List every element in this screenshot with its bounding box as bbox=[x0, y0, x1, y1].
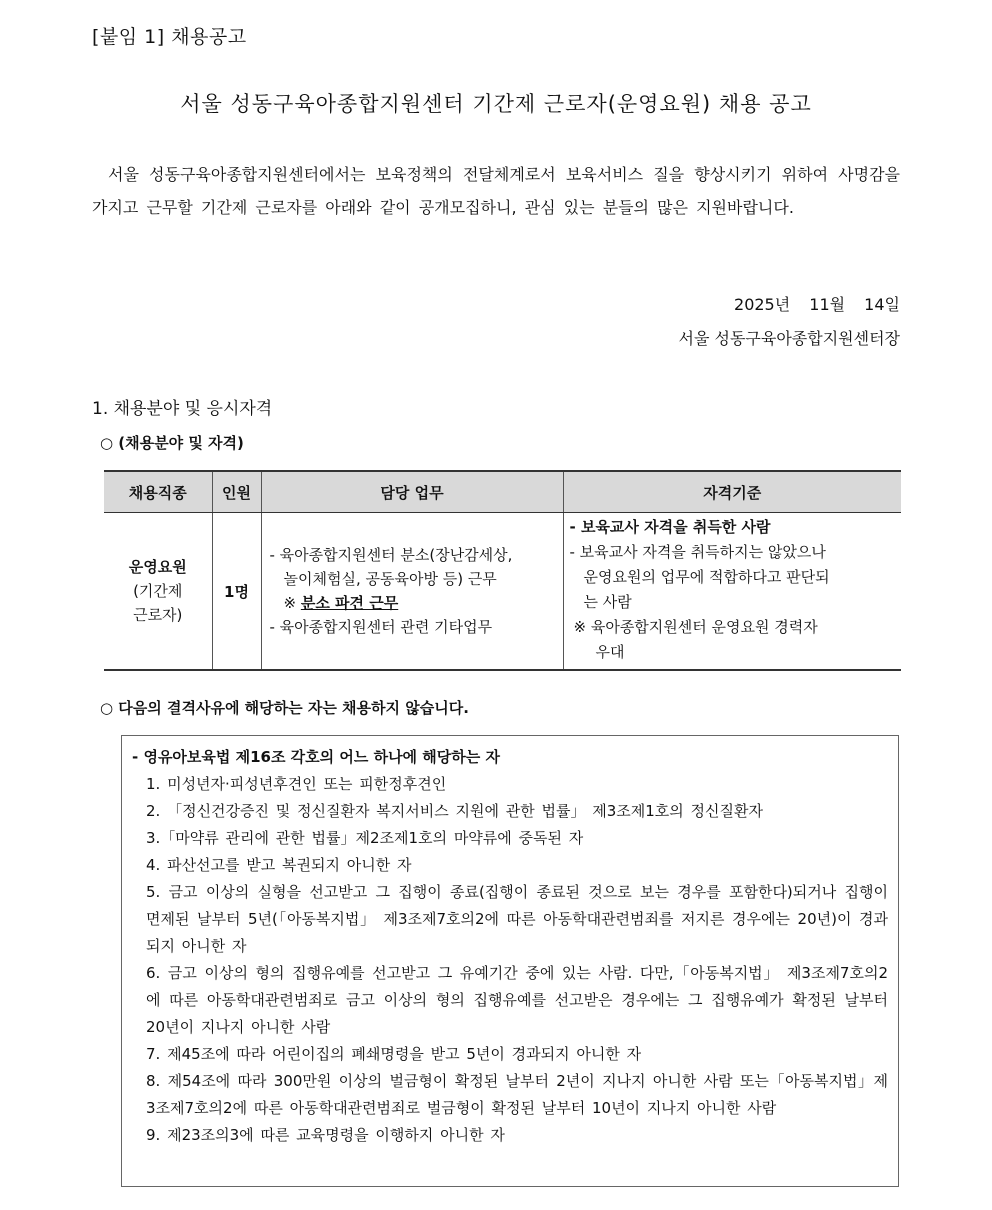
duty-1-line2: 놀이체험실, 공동육아방 등) 근무 bbox=[283, 570, 497, 588]
header-qualifications: 자격기준 bbox=[563, 471, 901, 513]
job-type-line2: 근로자) bbox=[133, 606, 183, 624]
dispatch-note: 분소 파견 근무 bbox=[300, 594, 399, 612]
list-item: 7. 제45조에 따라 어린이집의 폐쇄명령을 받고 5년이 경과되지 아니한 자 bbox=[146, 1045, 642, 1063]
qual-note-line1: ※ 육아종합지원센터 운영요원 경력자 bbox=[573, 618, 818, 636]
header-job-type: 채용직종 bbox=[104, 471, 212, 513]
disqualification-subheading: ○ 다음의 결격사유에 해당하는 자는 채용하지 않습니다. bbox=[100, 699, 469, 717]
header-count: 인원 bbox=[212, 471, 261, 513]
duty-2: - 육아종합지원센터 관련 기타업무 bbox=[269, 618, 493, 636]
qual-2-line3: 는 사람 bbox=[583, 593, 632, 611]
document-title: 서울 성동구육아종합지원센터 기간제 근로자(운영요원) 채용 공고 bbox=[180, 92, 812, 116]
header-duties: 담당 업무 bbox=[261, 471, 563, 513]
cell-job-type bbox=[104, 513, 212, 671]
list-item: 4. 파산선고를 받고 복권되지 아니한 자 bbox=[146, 856, 412, 874]
duty-note bbox=[270, 591, 562, 615]
qual-2-line2: 운영요원의 업무에 적합하다고 판단되 bbox=[583, 568, 830, 586]
announcement-date: 2025년 11월 14일 bbox=[734, 295, 900, 314]
list-item: 9. 제23조의3에 따른 교육명령을 이행하지 아니한 자 bbox=[146, 1126, 505, 1144]
disqualification-lead: - 영유아보육법 제16조 각호의 어느 하나에 해당하는 자 bbox=[132, 748, 500, 766]
attachment-label: [붙임 1] 채용공고 bbox=[92, 26, 247, 48]
duty-1-line1: - 육아종합지원센터 분소(장난감세상, bbox=[269, 546, 513, 564]
qual-2-line1: - 보육교사 자격을 취득하지는 않았으나 bbox=[569, 543, 826, 561]
table-header-row bbox=[104, 471, 901, 513]
disqualification-box bbox=[121, 735, 899, 1187]
job-type-line1: (기간제 bbox=[133, 582, 183, 600]
section-title: 1. 채용분야 및 응시자격 bbox=[92, 399, 273, 419]
job-title: 운영요원 bbox=[128, 558, 187, 576]
cell-duties bbox=[261, 513, 563, 671]
issuer-name: 서울 성동구육아종합지원센터장 bbox=[678, 329, 900, 348]
intro-paragraph: 서울 성동구육아종합지원센터에서는 보육정책의 전달체계로서 보육서비스 질을 향상시키기 위하여 사명감을 가지고 근무할 기간제 근로자를 아래와 같이 공개모집하니, 관심 있는 분들의 많은 지원바랍니다. bbox=[92, 165, 900, 217]
list-item: 8. 제54조에 따라 300만원 이상의 벌금형이 확정된 날부터 2년이 지나지 아니한 사람 또는「아동복지법」제3조제7호의2에 따른 아동학대관련범죄로 벌금형이 확정된 날부터 10년이 지나지 아니한 사람 bbox=[146, 1072, 888, 1117]
list-item: 6. 금고 이상의 형의 집행유예를 선고받고 그 유예기간 중에 있는 사람. 다만,「아동복지법」 제3조제7호의2에 따른 아동학대관련범죄로 금고 이상의 형의 집행유예를 선고받은 경우에는 그 집행유예가 확정된 날부터 20년이 지나지 아니한 사람 bbox=[146, 964, 888, 1036]
cell-qualifications bbox=[563, 513, 901, 671]
list-item: 3.「마약류 관리에 관한 법률」제2조제1호의 마약류에 중독된 자 bbox=[146, 829, 584, 847]
qual-1: - 보육교사 자격을 취득한 사람 bbox=[569, 518, 771, 536]
table-row bbox=[104, 513, 901, 671]
list-item: 5. 금고 이상의 실형을 선고받고 그 집행이 종료(집행이 종료된 것으로 보는 경우를 포함한다)되거나 집행이 면제된 날부터 5년(「아동복지법」 제3조제7호의2에 따른 아동학대관련범죄를 저지른 경우에는 20년)이 경과되지 아니한 자 bbox=[146, 883, 888, 955]
cell-count: 1명 bbox=[212, 513, 261, 671]
qual-note-line2: 우대 bbox=[595, 643, 625, 661]
note-mark: ※ bbox=[283, 594, 301, 612]
list-item: 1. 미성년자·피성년후견인 또는 피한정후견인 bbox=[146, 775, 447, 793]
recruitment-subheading: ○ (채용분야 및 자격) bbox=[100, 434, 244, 452]
recruitment-table bbox=[104, 470, 901, 671]
list-item: 2. 「정신건강증진 및 정신질환자 복지서비스 지원에 관한 법률」 제3조제1호의 정신질환자 bbox=[146, 802, 763, 820]
